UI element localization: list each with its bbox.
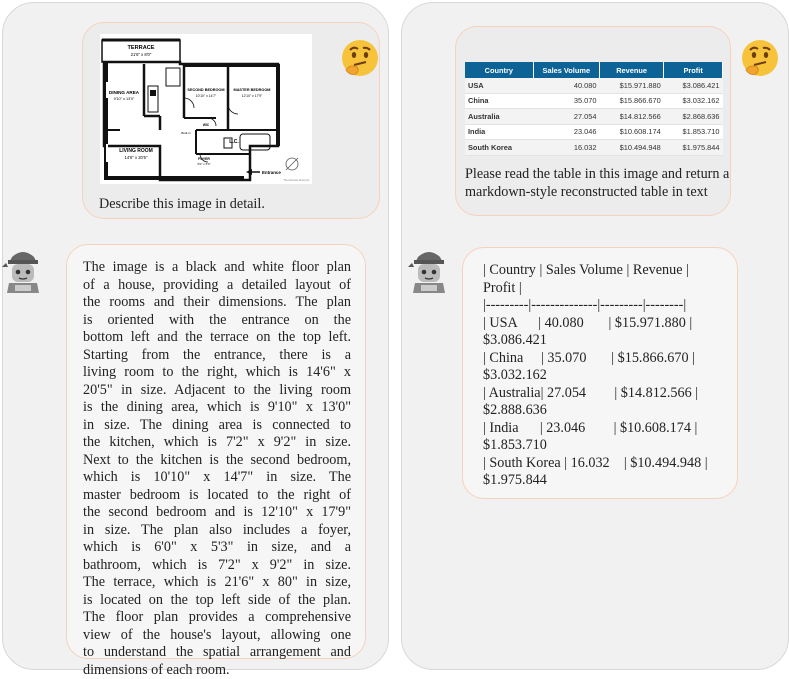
text-line: dimensions of each room. <box>83 662 351 679</box>
wic-label: WIC <box>203 123 210 127</box>
table-cell: $15.866.670 <box>599 93 663 109</box>
text-line: |---------|--------------|---------|--------| <box>483 297 723 315</box>
floor-plan-image <box>100 34 312 184</box>
master-bedroom-dimension: 12'10" x 17'9" <box>242 94 263 98</box>
text-line: Please read the table in this image and return a <box>465 166 727 184</box>
robot-avatar-icon <box>2 247 44 295</box>
thinking-face-icon <box>338 36 382 80</box>
text-line: is located on the top left side of the plan. <box>83 592 351 610</box>
table-cell: $3.032.162 <box>664 93 723 109</box>
text-line: | USA | 40.080 | $15.971.880 | <box>483 315 723 333</box>
text-line: Next to the kitchen is the second bedroom, <box>83 452 351 470</box>
text-line: is the dining area, which is 9'10" x 13'0" <box>83 399 351 417</box>
table-cell: 23.046 <box>533 124 599 140</box>
table-header-country: Country <box>465 62 533 78</box>
table-cell: $1.853.710 <box>664 124 723 140</box>
text-line: 20'5" in size. Adjacent to the living room <box>83 382 351 400</box>
text-line: of a house, providing a detailed layout of <box>83 277 351 295</box>
text-line: bottom left and the terrace on the top left. <box>83 329 351 347</box>
floor-plan-credit: The Corcoran Group Inc. <box>284 179 311 182</box>
master-bedroom-label: MASTER BEDROOM <box>234 88 271 92</box>
table-cell: $15.971.880 <box>599 78 663 93</box>
table-cell: 16.032 <box>533 140 599 156</box>
table-row <box>465 93 723 109</box>
table-cell: 35.070 <box>533 93 599 109</box>
living-room-label: LIVING ROOM <box>119 148 153 154</box>
text-line: is oriented with the entrance on the <box>83 312 351 330</box>
table-cell: $3.086.421 <box>664 78 723 93</box>
text-line: $3.086.421 <box>483 332 723 350</box>
second-bedroom-label: SECOND BEDROOM <box>187 88 224 92</box>
linen-closet-label: L.C. <box>229 139 239 145</box>
text-line: which is 10'10" x 14'7" in size. The <box>83 469 351 487</box>
dining-dimension: 9'10" x 13'0" <box>114 97 135 101</box>
text-line: $1.975.844 <box>483 472 723 490</box>
entrance-label: Entrance <box>262 170 281 175</box>
text-line: view of the house's layout, allowing one <box>83 627 351 645</box>
text-line: $2.888.636 <box>483 402 723 420</box>
data-table-image <box>465 62 723 156</box>
table-cell: Australia <box>465 109 533 125</box>
table-header-sales-volume: Sales Volume <box>533 62 599 78</box>
table-cell: $14.812.566 <box>599 109 663 125</box>
left-question-text: Describe this image in detail. <box>99 196 265 214</box>
text-line: the second bedroom and is 12'10" x 17'9" <box>83 504 351 522</box>
text-line: $3.032.162 <box>483 367 723 385</box>
text-line: | Country | Sales Volume | Revenue | <box>483 262 723 280</box>
table-header-revenue: Revenue <box>599 62 663 78</box>
table-cell: China <box>465 93 533 109</box>
living-room-dimension: 14'6" x 20'5" <box>125 155 148 160</box>
table-row <box>465 140 723 156</box>
text-line: living room to the right, which is 14'6" x <box>83 364 351 382</box>
foyer-dimension: 6'0" x 5'3" <box>197 162 210 166</box>
left-answer-text <box>83 259 351 679</box>
right-answer-text <box>483 262 723 490</box>
table-header-profit: Profit <box>664 62 723 78</box>
table-row <box>465 78 723 93</box>
text-line: to understand the spatial arrangement and <box>83 644 351 662</box>
text-line: markdown-style reconstructed table in text <box>465 184 727 202</box>
table-row <box>465 109 723 125</box>
second-bedroom-dimension: 10'10" x 14'7" <box>196 94 217 98</box>
text-line: the rooms and their dimensions. The plan <box>83 294 351 312</box>
text-line: in size. The plan also includes a foyer, <box>83 522 351 540</box>
text-line: in size. The dining area is connected to <box>83 417 351 435</box>
terrace-label: TERRACE <box>127 45 154 51</box>
table-cell: South Korea <box>465 140 533 156</box>
text-line: master bedroom is located to the right of <box>83 487 351 505</box>
text-line: The image is a black and white floor plan <box>83 259 351 277</box>
text-line: Profit | <box>483 280 723 298</box>
thinking-face-icon <box>738 36 782 80</box>
table-header-row <box>465 62 723 78</box>
text-line: the kitchen, which is 7'2" x 9'2" in size. <box>83 434 351 452</box>
text-line: | Australia| 27.054 | $14.812.566 | <box>483 385 723 403</box>
table-row <box>465 124 723 140</box>
text-line: $1.853.710 <box>483 437 723 455</box>
builtin-label: Built-in <box>181 131 191 135</box>
text-line: | India | 23.046 | $10.608.174 | <box>483 420 723 438</box>
terrace-dimension: 21'6" x 8'0" <box>131 52 152 57</box>
table-cell: $2.868.636 <box>664 109 723 125</box>
table-cell: USA <box>465 78 533 93</box>
dining-label: DINING AREA <box>109 90 140 95</box>
floor-plan-drawing <box>100 34 312 184</box>
text-line: which is 6'0" x 5'3" in size, and a <box>83 539 351 557</box>
foyer-label: FOYER <box>198 157 210 161</box>
table-cell: India <box>465 124 533 140</box>
text-line: The terrace, which is 21'6" x 80" in size, <box>83 574 351 592</box>
text-line: | South Korea | 16.032 | $10.494.948 | <box>483 455 723 473</box>
table-cell: $1.975.844 <box>664 140 723 156</box>
table-cell: $10.608.174 <box>599 124 663 140</box>
right-question-text <box>465 166 727 201</box>
table-cell: 27.054 <box>533 109 599 125</box>
text-line: bathroom, which is 7'2" x 9'2" in size. <box>83 557 351 575</box>
text-line: | China | 35.070 | $15.866.670 | <box>483 350 723 368</box>
robot-avatar-icon <box>408 247 450 295</box>
text-line: The floor plan provides a comprehensive <box>83 609 351 627</box>
table-cell: 40.080 <box>533 78 599 93</box>
text-line: Starting from the entrance, there is a <box>83 347 351 365</box>
table-cell: $10.494.948 <box>599 140 663 156</box>
